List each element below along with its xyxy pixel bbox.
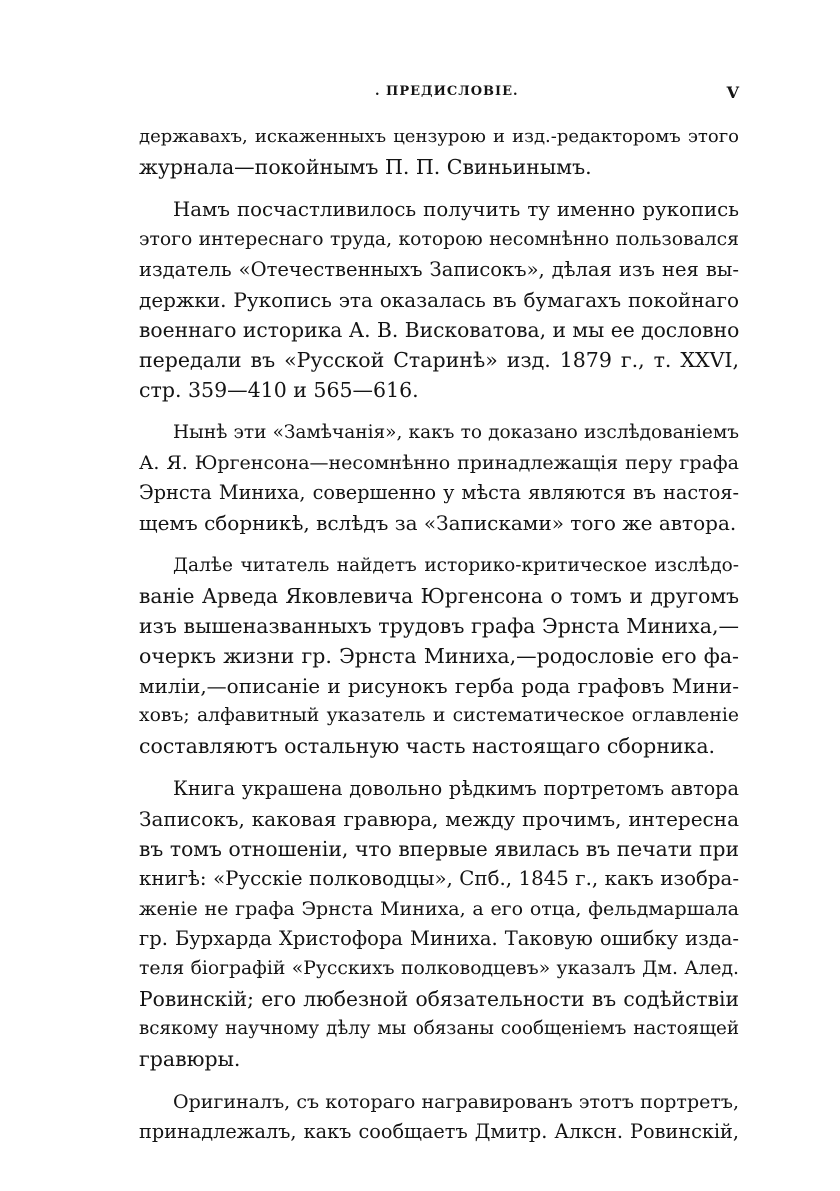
text-line: стр. 359—410 и 565—616. bbox=[139, 378, 419, 402]
text-line: державахъ, искаженныхъ цензурою и изд.-редакторомъ этого bbox=[139, 126, 739, 147]
text-line: щемъ сборникѣ, вслѣдъ за «Записками» того же автора. bbox=[139, 511, 737, 535]
text-line: въ томъ отношеніи, что впервые явилась въ печати при bbox=[139, 837, 739, 861]
text-line: всякому научному дѣлу мы обязаны сообщеніемъ настоящей bbox=[139, 1018, 739, 1039]
paragraph bbox=[139, 774, 739, 1074]
text-line: держки. Рукопись эта оказалась въ бумагахъ покойнаго bbox=[139, 288, 739, 312]
text-line: изъ вышеназванныхъ трудовъ графа Эрнста Миниха,— bbox=[139, 614, 739, 638]
running-head-title: . ПРЕДИСЛОВІЕ. bbox=[375, 84, 519, 99]
text-line: ваніе Арведа Яковлевича Юргенсона о томъ и другомъ bbox=[139, 584, 739, 608]
paragraph bbox=[139, 195, 739, 405]
text-line: составляютъ остальную часть настоящаго сборника. bbox=[139, 734, 716, 758]
paragraph bbox=[139, 122, 739, 182]
text-line: А. Я. Юргенсона—несомнѣнно принадлежащія перу графа bbox=[139, 452, 739, 474]
paragraph bbox=[139, 418, 739, 538]
text-line: Записокъ, каковая гравюра, между прочимъ, интересна bbox=[139, 807, 739, 831]
text-line: военнаго историка А. В. Висковатова, и мы ее дословно bbox=[139, 318, 740, 342]
text-line: Книга украшена довольно рѣдкимъ портретомъ автора bbox=[173, 777, 739, 800]
text-line: книгѣ: «Русскіе полководцы», Спб., 1845 г., какъ изобра- bbox=[139, 867, 739, 890]
text-line: очеркъ жизни гр. Эрнста Миниха,—родословіе его фа- bbox=[139, 644, 739, 668]
paragraph bbox=[139, 1087, 739, 1147]
text-line: гравюры. bbox=[139, 1047, 241, 1071]
text-line: передали въ «Русской Старинѣ» изд. 1879 г., т. XXVI, bbox=[139, 348, 739, 372]
text-line: Далѣе читатель найдетъ историко-критическое изслѣдо- bbox=[173, 555, 739, 576]
text-line: теля біографій «Русскихъ полководцевъ» указалъ Дм. Алед. bbox=[139, 958, 739, 979]
text-line: Ровинскій; его любезной обязательности въ содѣйствіи bbox=[139, 987, 739, 1011]
text-line: гр. Бурхарда Христофора Миниха. Таковую ошибку изда- bbox=[139, 927, 739, 950]
text-line: принадлежалъ, какъ сообщаетъ Дмитр. Алксн. Ровинскій, bbox=[139, 1120, 739, 1143]
text-line: миліи,—описаніе и рисунокъ герба рода графовъ Мини- bbox=[139, 674, 739, 698]
text-line: ховъ; алфавитный указатель и систематическое оглавленіе bbox=[139, 705, 739, 726]
text-line: журнала—покойнымъ П. П. Свиньинымъ. bbox=[139, 155, 592, 179]
text-line: Нынѣ эти «Замѣчанія», какъ то доказано изслѣдованіемъ bbox=[173, 422, 739, 443]
page-number: V bbox=[726, 83, 739, 102]
text-line: Эрнста Миниха, совершенно у мѣста являются въ настоя- bbox=[139, 481, 739, 504]
paragraph bbox=[139, 551, 739, 761]
text-line: Оригиналъ, съ котораго награвированъ этотъ портретъ, bbox=[173, 1091, 739, 1113]
text-line: этого интереснаго труда, которою несомнѣнно пользовался bbox=[139, 229, 739, 250]
body-text bbox=[139, 122, 739, 1160]
text-line: издатель «Отечественныхъ Записокъ», дѣлая изъ нея вы- bbox=[139, 258, 739, 281]
running-head bbox=[139, 84, 739, 108]
text-line: женіе не графа Эрнста Миниха, а его отца, фельдмаршала bbox=[139, 898, 739, 920]
text-line: Намъ посчастливилось получить ту именно рукопись bbox=[173, 198, 739, 221]
